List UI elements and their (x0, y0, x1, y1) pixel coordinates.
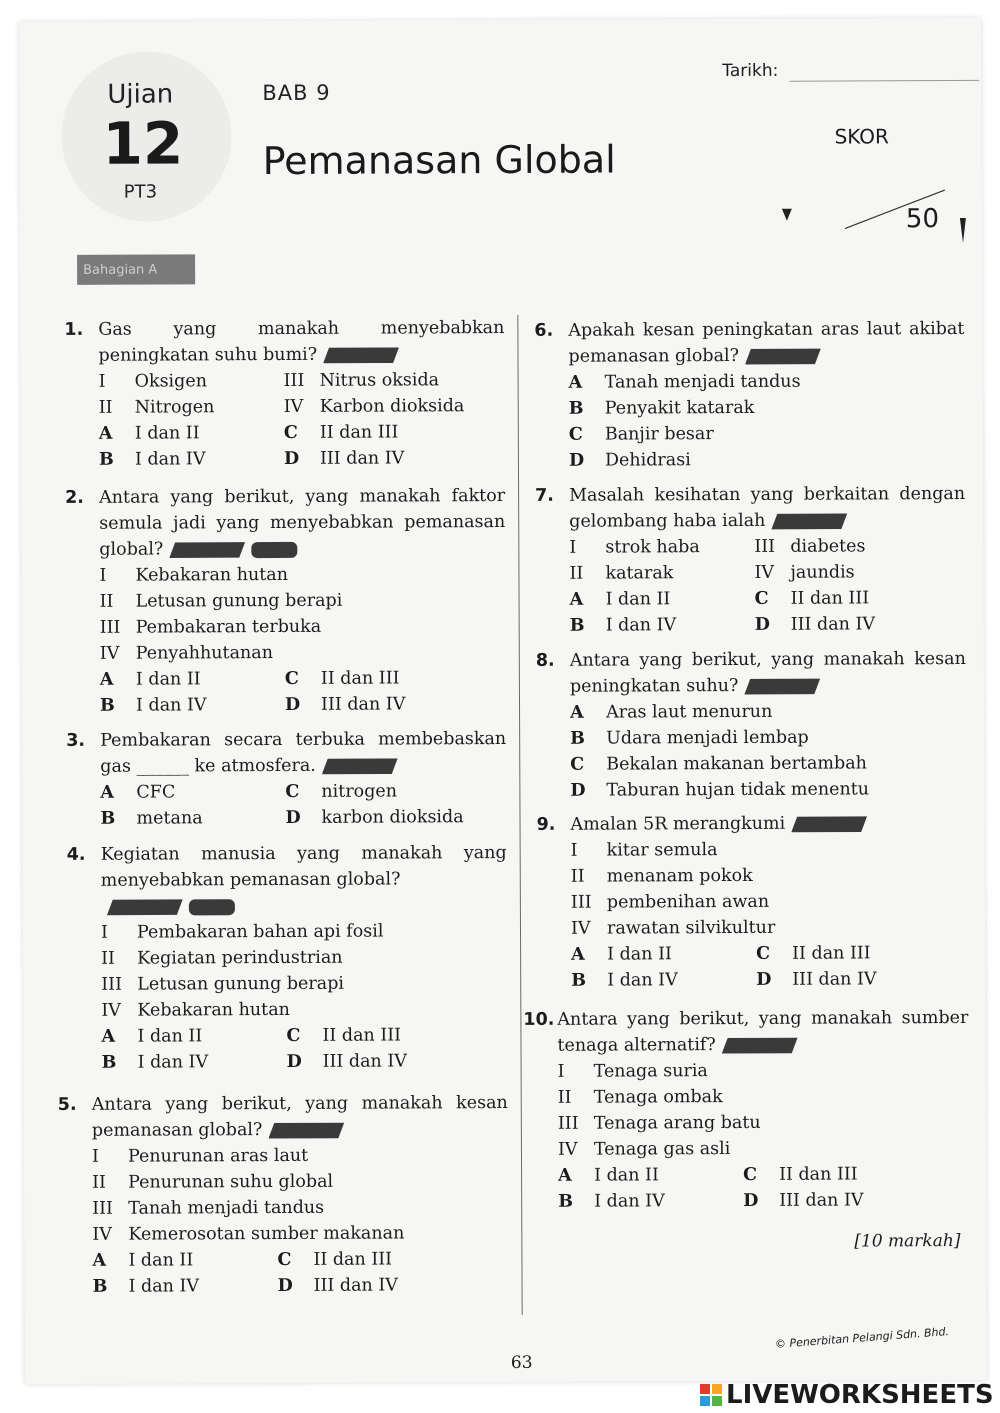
item-row (558, 1057, 969, 1085)
item-text: Karbon dioksida (319, 396, 465, 417)
question-3 (66, 726, 506, 832)
question-text: Pembakaran secara terbuka membebaskan gas ______ ke atmosfera. (100, 728, 507, 777)
item-text: katarak (605, 563, 674, 584)
option-letter[interactable]: D (277, 1275, 293, 1296)
option-letter[interactable]: A (92, 1250, 107, 1271)
item-row (100, 639, 506, 667)
answer-row[interactable] (570, 750, 966, 778)
option-text[interactable]: Banjir besar (604, 424, 714, 445)
score-box (780, 168, 980, 249)
question-number: 3. (66, 730, 86, 751)
item-text: Letusan gunung berapi (135, 590, 343, 612)
option-text[interactable]: II dan III (790, 588, 870, 609)
item-text: Tenaga gas asli (593, 1139, 731, 1160)
item-row (101, 918, 507, 946)
item-row (101, 944, 507, 972)
option-letter[interactable]: C (743, 1164, 758, 1185)
item-numeral: IV (570, 918, 591, 939)
option-text[interactable]: I dan II (137, 1026, 203, 1047)
option-text[interactable]: III dan IV (790, 614, 876, 635)
date-line (789, 80, 979, 82)
question-text: Antara yang berikut, yang manakah kesan pemanasan global? (91, 1092, 508, 1141)
option-letter[interactable]: B (558, 1191, 574, 1212)
option-letter[interactable]: A (101, 1026, 116, 1047)
question-number: 10. (523, 1009, 555, 1030)
answer-row (92, 1246, 508, 1274)
option-letter[interactable]: C (754, 588, 769, 609)
option-text[interactable]: nitrogen (321, 781, 398, 802)
item-numeral: III (99, 617, 121, 638)
option-letter[interactable]: D (286, 1051, 302, 1072)
curriculum-tag (107, 899, 183, 915)
curriculum-tag (771, 513, 847, 529)
item-numeral: II (101, 948, 115, 969)
curriculum-tag (322, 758, 398, 774)
option-text[interactable]: Taburan hujan tidak menentu (606, 779, 870, 801)
option-letter[interactable]: B (99, 695, 115, 716)
option-text[interactable]: I dan IV (594, 1191, 665, 1212)
option-letter[interactable]: A (99, 669, 114, 690)
option-letter[interactable]: C (286, 1025, 301, 1046)
option-text[interactable]: III dan IV (322, 1051, 407, 1072)
question-2 (65, 483, 506, 719)
option-text[interactable]: III dan IV (792, 969, 877, 990)
worksheet-page (19, 18, 987, 1384)
curriculum-tag (268, 1122, 344, 1138)
curriculum-tag (791, 816, 867, 832)
brand-text: LIVEWORKSHEETS (726, 1380, 994, 1410)
item-text: strok haba (605, 537, 700, 558)
item-numeral: IV (557, 1139, 578, 1160)
answer-row (100, 691, 506, 719)
option-letter[interactable]: B (98, 449, 114, 470)
question-number: 8. (535, 650, 555, 671)
option-letter[interactable]: D (568, 450, 585, 471)
question-text: Antara yang berikut, yang manakah sumber tenaga alternatif? (557, 1007, 969, 1056)
option-text[interactable]: I dan IV (134, 449, 206, 470)
option-text[interactable]: I dan IV (605, 615, 677, 636)
question-number: 5. (57, 1094, 77, 1115)
question-text: Antara yang berikut, yang manakah faktor semula jadi yang menyebabkan pemanasan global? (99, 485, 506, 560)
option-text[interactable]: II dan III (779, 1164, 858, 1185)
answer-row (571, 966, 967, 994)
question-number: 2. (65, 487, 84, 508)
item-row (101, 996, 507, 1024)
item-row (571, 862, 967, 890)
option-letter[interactable]: D (756, 969, 772, 990)
option-letter[interactable]: D (754, 614, 770, 635)
item-numeral: I (91, 1146, 99, 1167)
question-text: Amalan 5R merangkumi (570, 813, 786, 835)
option-text[interactable]: II dan III (319, 422, 399, 443)
option-letter[interactable]: B (100, 808, 116, 829)
item-text: Penyahhutanan (135, 643, 274, 664)
item-numeral: III (101, 974, 123, 995)
answer-row[interactable] (569, 420, 965, 448)
item-row (571, 914, 967, 942)
option-letter[interactable]: B (101, 1052, 117, 1073)
item-text: rawatan silvikultur (606, 917, 776, 939)
answer-row (558, 1187, 969, 1215)
question-5 (58, 1090, 509, 1300)
item-text: Pembakaran terbuka (135, 616, 322, 638)
item-row (92, 1142, 508, 1170)
answer-row (92, 1272, 508, 1300)
item-text: Kegiatan perindustrian (137, 947, 343, 969)
item-numeral: IV (101, 1000, 121, 1021)
item-numeral: IV (283, 396, 304, 417)
item-numeral: I (100, 922, 108, 943)
curriculum-tag (189, 899, 235, 915)
answer-row (100, 804, 506, 832)
score-label: SKOR (834, 124, 889, 149)
item-text: pembenihan awan (606, 891, 770, 913)
date-label: Tarikh: (722, 60, 779, 82)
ujian-label: Ujian (107, 79, 174, 110)
item-text: Kebakaran hutan (137, 999, 290, 1021)
option-letter[interactable]: B (92, 1276, 108, 1297)
option-text[interactable]: II dan III (792, 943, 871, 964)
option-letter[interactable]: C (284, 668, 299, 689)
page-number: 63 (510, 1352, 533, 1373)
item-numeral: I (98, 371, 106, 392)
option-text[interactable]: I dan II (134, 423, 200, 444)
option-letter[interactable]: C (277, 1249, 292, 1270)
answer-row (102, 1048, 508, 1076)
answer-row (571, 940, 967, 968)
option-letter[interactable]: A (98, 423, 113, 444)
option-letter[interactable]: D (283, 448, 300, 469)
answer-row[interactable] (570, 724, 966, 752)
option-letter[interactable]: C (568, 424, 583, 445)
question-number: 4. (66, 844, 86, 865)
item-numeral: II (92, 1172, 106, 1193)
question-1 (64, 315, 505, 473)
item-numeral: III (754, 536, 776, 557)
test-number: 12 (102, 109, 184, 178)
option-letter[interactable]: D (285, 807, 301, 828)
question-text: Antara yang berikut, yang manakah kesan peningkatan suhu? (569, 648, 966, 697)
item-numeral: I (570, 840, 578, 861)
item-numeral: II (98, 397, 113, 418)
question-10 (523, 1005, 969, 1215)
option-text[interactable]: metana (136, 808, 203, 829)
item-text: kitar semula (606, 840, 718, 861)
curriculum-tag (744, 678, 820, 694)
option-letter[interactable]: C (756, 943, 771, 964)
item-text: Pembakaran bahan api fosil (136, 921, 384, 943)
item-numeral: III (557, 1113, 579, 1134)
answer-row (101, 1022, 507, 1050)
option-text[interactable]: Dehidrasi (604, 450, 691, 471)
question-number: 1. (64, 319, 84, 340)
question-6 (534, 316, 965, 474)
option-letter[interactable]: D (284, 694, 301, 715)
item-text: Tenaga suria (593, 1061, 708, 1082)
item-text: Kebakaran hutan (135, 564, 289, 586)
question-number: 6. (534, 320, 554, 341)
option-text[interactable]: III dan IV (313, 1275, 398, 1296)
option-letter[interactable]: A (568, 372, 583, 393)
item-numeral: IV (99, 643, 120, 664)
item-numeral: IV (754, 562, 775, 583)
item-numeral: II (99, 591, 114, 612)
option-text[interactable]: Tanah menjadi tandus (604, 371, 801, 393)
item-text: menanam pokok (606, 865, 753, 887)
item-row (99, 367, 505, 395)
item-row (100, 613, 506, 641)
item-row (92, 1168, 508, 1196)
item-text: Tenaga ombak (593, 1087, 723, 1108)
curriculum-tag (722, 1037, 798, 1053)
item-numeral: III (283, 370, 305, 391)
question-number: 7. (535, 485, 554, 506)
item-text: Nitrogen (134, 397, 215, 418)
option-letter[interactable]: C (570, 754, 585, 775)
item-text: Tenaga arang batu (593, 1112, 761, 1134)
item-text: jaundis (790, 562, 855, 583)
item-text: Penurunan suhu global (128, 1171, 334, 1193)
item-row (571, 888, 967, 916)
question-number: 9. (536, 814, 556, 835)
item-numeral: II (570, 866, 585, 887)
item-text: Kemerosotan sumber makanan (128, 1223, 405, 1245)
option-text[interactable]: I dan II (135, 669, 201, 690)
curriculum-tag (745, 348, 821, 364)
item-numeral: III (92, 1198, 114, 1219)
item-text: diabetes (790, 536, 866, 557)
item-text: Penurunan aras laut (127, 1145, 309, 1167)
option-letter[interactable]: C (285, 781, 300, 802)
option-text[interactable]: I dan IV (135, 695, 207, 716)
question-8 (536, 646, 967, 804)
liveworksheets-logo (700, 1380, 994, 1410)
option-text[interactable]: I dan II (605, 589, 671, 610)
item-row (101, 970, 507, 998)
item-text: Nitrus oksida (319, 370, 440, 391)
option-text[interactable]: II dan III (320, 668, 400, 689)
item-numeral: II (569, 563, 584, 584)
option-text[interactable]: Aras laut menurun (606, 701, 773, 723)
copyright: © Penerbitan Pelangi Sdn. Bhd. (774, 1324, 950, 1351)
item-numeral: I (99, 565, 107, 586)
option-letter[interactable]: B (568, 398, 584, 419)
answer-row (100, 665, 506, 693)
page-title: Pemanasan Global (262, 137, 616, 184)
option-letter[interactable]: B (569, 615, 585, 636)
answer-row (100, 778, 506, 806)
answer-row (570, 585, 966, 613)
item-row (99, 393, 505, 421)
option-text[interactable]: I dan II (607, 944, 672, 965)
logo-icon (700, 1384, 722, 1406)
item-row (92, 1220, 508, 1248)
option-letter[interactable]: A (570, 702, 584, 723)
answer-row (99, 445, 505, 473)
item-row (558, 1083, 969, 1111)
option-letter[interactable]: D (743, 1190, 759, 1211)
option-letter[interactable]: A (100, 782, 115, 803)
option-text[interactable]: III dan IV (779, 1190, 864, 1211)
answer-row[interactable] (569, 446, 965, 474)
item-row (571, 836, 967, 864)
option-text[interactable]: CFC (136, 782, 176, 803)
answer-row (99, 419, 505, 447)
question-text: Gas yang manakah menyebabkan peningkatan suhu bumi? (98, 317, 505, 366)
answer-row[interactable] (570, 776, 966, 804)
item-numeral: I (569, 537, 577, 558)
item-row (558, 1109, 969, 1137)
answer-row (558, 1161, 969, 1189)
item-row (92, 1194, 508, 1222)
option-text[interactable]: II dan III (322, 1025, 402, 1046)
option-text[interactable]: I dan IV (137, 1052, 209, 1073)
option-text[interactable]: Udara menjadi lembap (606, 727, 809, 749)
question-text: Kegiatan manusia yang manakah yang menyebabkan pemanasan global? (100, 842, 507, 891)
score-total: 50 (905, 204, 940, 235)
option-text[interactable]: III dan IV (320, 694, 406, 715)
answer-row[interactable] (569, 394, 965, 422)
question-text: Masalah kesihatan yang berkaitan dengan gelombang haba ialah (569, 483, 966, 532)
marks-label: [10 markah] (854, 1231, 961, 1252)
answer-row[interactable] (570, 698, 966, 726)
option-text[interactable]: II dan III (313, 1249, 393, 1270)
item-numeral: III (570, 892, 592, 913)
option-letter[interactable]: A (569, 589, 584, 610)
question-text: Apakah kesan peningkatan aras laut akibat pemanasan global? (568, 318, 965, 367)
item-row (569, 533, 965, 561)
option-text[interactable]: karbon dioksida (321, 807, 464, 828)
item-text: Oksigen (134, 371, 208, 392)
answer-row[interactable] (569, 368, 965, 396)
column-divider (517, 315, 522, 1315)
option-letter[interactable]: B (571, 970, 587, 991)
pt3-label: PT3 (123, 181, 158, 203)
curriculum-tag (251, 541, 297, 557)
section-tab: Bahagian A (77, 254, 195, 285)
option-letter[interactable]: A (571, 944, 585, 965)
item-text: Letusan gunung berapi (137, 973, 345, 995)
item-numeral: II (557, 1087, 572, 1108)
item-row (99, 561, 505, 589)
curriculum-tag (323, 347, 399, 363)
item-row (100, 587, 506, 615)
option-letter[interactable]: C (283, 422, 298, 443)
answer-row (570, 611, 966, 639)
option-text[interactable]: Penyakit katarak (604, 397, 755, 419)
option-text[interactable]: I dan II (594, 1165, 659, 1186)
item-row (558, 1135, 969, 1163)
option-text[interactable]: III dan IV (319, 448, 405, 469)
option-letter[interactable]: D (570, 780, 586, 801)
option-letter[interactable]: B (570, 728, 586, 749)
option-letter[interactable]: A (558, 1165, 572, 1186)
question-7 (535, 481, 966, 639)
question-4 (67, 840, 508, 1076)
item-numeral: IV (92, 1224, 112, 1245)
item-row (569, 559, 965, 587)
option-text[interactable]: Bekalan makanan bertambah (606, 753, 867, 775)
item-text: Tanah menjadi tandus (128, 1197, 325, 1219)
option-text[interactable]: I dan IV (128, 1276, 200, 1297)
question-9 (536, 810, 967, 994)
option-text[interactable]: I dan IV (607, 970, 678, 991)
option-text[interactable]: I dan II (128, 1250, 194, 1271)
curriculum-tag (169, 542, 245, 558)
chapter-label: BAB 9 (262, 80, 331, 106)
item-numeral: I (557, 1061, 565, 1082)
